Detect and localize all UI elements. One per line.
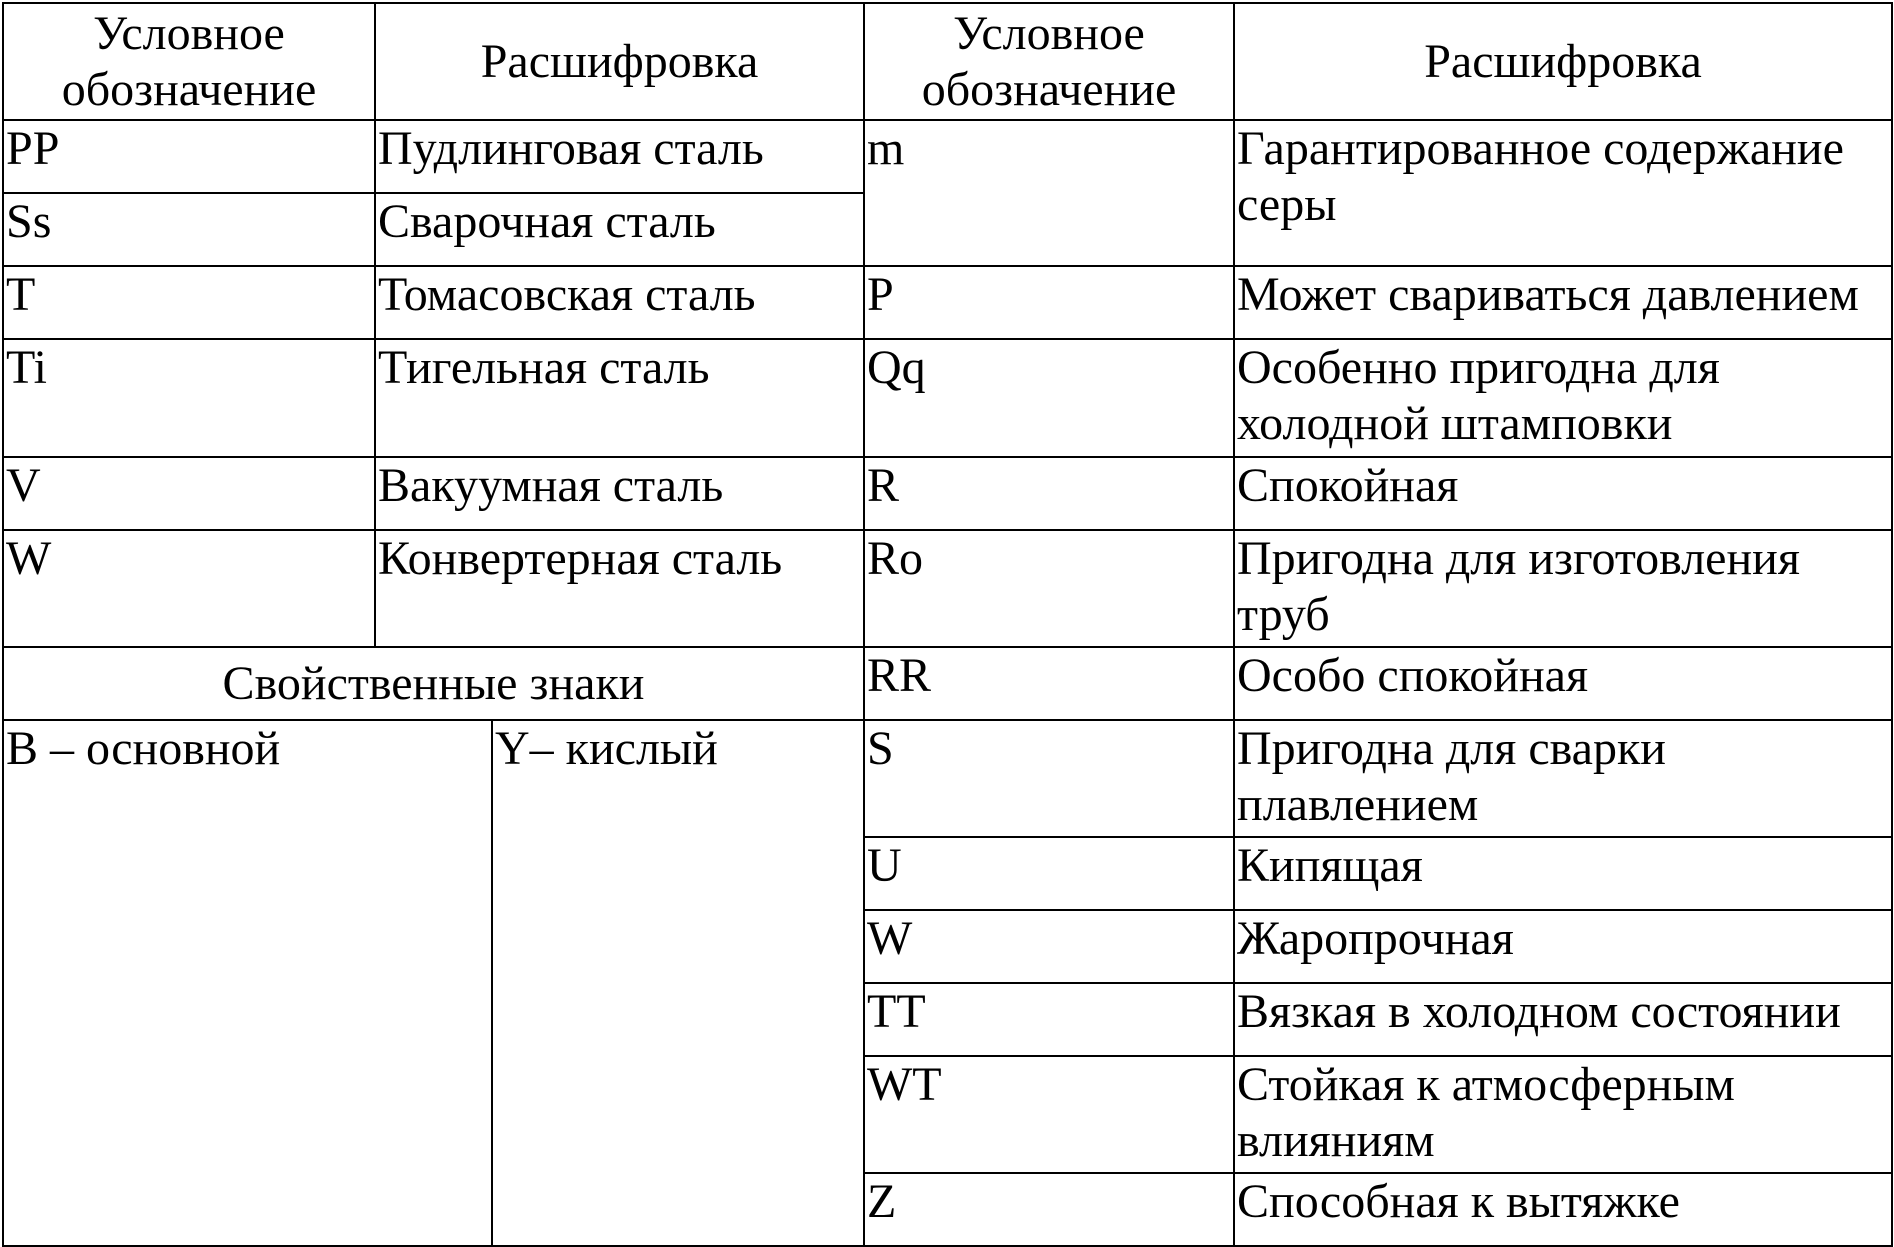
header-decoding-right: Расшифровка xyxy=(1234,3,1892,120)
header-decoding-left: Расшифровка xyxy=(375,3,864,120)
left-desc-cell: Вакуумная сталь xyxy=(375,457,864,530)
table-row xyxy=(3,120,1892,193)
steel-designation-table xyxy=(2,2,1893,1247)
right-code-cell: WT xyxy=(864,1056,1234,1173)
right-desc-cell: Гарантированное содержание серы xyxy=(1234,120,1892,266)
left-desc-cell: Сварочная сталь xyxy=(375,193,864,266)
right-code-cell: Z xyxy=(864,1173,1234,1246)
table-row xyxy=(3,647,1892,720)
right-code-cell: S xyxy=(864,720,1234,837)
left-code-cell: T xyxy=(3,266,375,339)
left-desc-cell: Тигельная сталь xyxy=(375,339,864,457)
header-designation-right: Условное обозначение xyxy=(864,3,1234,120)
table-row xyxy=(3,720,1892,837)
left-desc-cell: Конвертерная сталь xyxy=(375,530,864,647)
table-row xyxy=(3,457,1892,530)
right-desc-cell: Особо спокойная xyxy=(1234,647,1892,720)
basic-sign-cell: B – основной xyxy=(3,720,492,1246)
table-row xyxy=(3,530,1892,647)
left-code-cell: Ti xyxy=(3,339,375,457)
right-desc-cell: Жаропрочная xyxy=(1234,910,1892,983)
right-desc-cell: Пригодна для изготовления труб xyxy=(1234,530,1892,647)
right-code-cell: RR xyxy=(864,647,1234,720)
right-code-cell: TT xyxy=(864,983,1234,1056)
left-code-cell: W xyxy=(3,530,375,647)
left-desc-cell: Пудлинговая сталь xyxy=(375,120,864,193)
acidic-sign-cell: Y– кислый xyxy=(492,720,864,1246)
right-desc-cell: Спокойная xyxy=(1234,457,1892,530)
right-code-cell: Qq xyxy=(864,339,1234,457)
table-header-row xyxy=(3,3,1892,120)
right-desc-cell: Пригодна для сварки плавлением xyxy=(1234,720,1892,837)
section-title: Свойственные знаки xyxy=(3,647,864,720)
table-row xyxy=(3,266,1892,339)
right-desc-cell: Способная к вытяжке xyxy=(1234,1173,1892,1246)
right-code-cell: W xyxy=(864,910,1234,983)
left-code-cell: PP xyxy=(3,120,375,193)
table-row xyxy=(3,339,1892,457)
right-desc-cell: Может свариваться давлением xyxy=(1234,266,1892,339)
right-code-cell: R xyxy=(864,457,1234,530)
right-code-cell: m xyxy=(864,120,1234,266)
right-desc-cell: Кипящая xyxy=(1234,837,1892,910)
left-code-cell: Ss xyxy=(3,193,375,266)
right-desc-cell: Вязкая в холодном состоянии xyxy=(1234,983,1892,1056)
right-desc-cell: Стойкая к атмосферным влияниям xyxy=(1234,1056,1892,1173)
right-code-cell: Ro xyxy=(864,530,1234,647)
right-code-cell: P xyxy=(864,266,1234,339)
header-designation-left: Условное обозначение xyxy=(3,3,375,120)
right-desc-cell: Особенно пригодна для холодной штамповки xyxy=(1234,339,1892,457)
left-desc-cell: Томасовская сталь xyxy=(375,266,864,339)
right-code-cell: U xyxy=(864,837,1234,910)
left-code-cell: V xyxy=(3,457,375,530)
